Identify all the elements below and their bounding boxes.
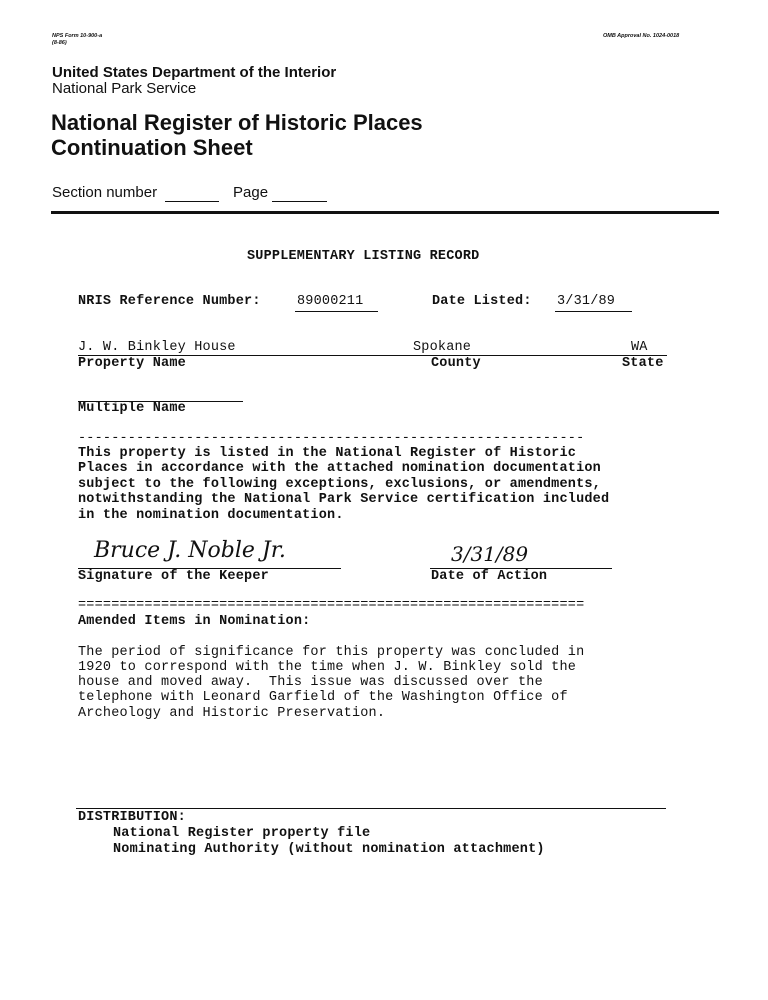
date-listed-label: Date Listed: [432,294,532,309]
statement-line: notwithstanding the National Park Service certification included [78,492,610,507]
equals-separator: ============================================================= [78,598,585,613]
date-of-action-label: Date of Action [431,569,548,584]
section-number-label: Section number [52,184,158,201]
action-date-handwritten: 3/31/89 [451,542,529,566]
statement-line: subject to the following exceptions, exclusions, or amendments, [78,477,601,492]
form-subtitle: Continuation Sheet [51,135,253,160]
nris-label: NRIS Reference Number: [78,294,261,309]
statement-line: This property is listed in the National Register of Historic [78,446,577,461]
record-heading: SUPPLEMENTARY LISTING RECORD [247,249,480,264]
amended-text-line: house and moved away. This issue was discussed over the [78,675,543,690]
signature-label: Signature of the Keeper [78,569,269,584]
service-name: National Park Service [52,80,197,97]
keeper-signature: Bruce J. Noble Jr. [94,538,286,563]
distribution-label: DISTRIBUTION: [78,810,186,825]
dash-separator: ------------------------------------------------------------- [78,431,585,446]
distribution-rule [76,808,666,809]
form-number: NPS Form 10-900-a [52,33,103,39]
county-value: Spokane [413,340,472,355]
section-number-blank [165,201,219,202]
header-rule [51,211,719,214]
date-listed-value: 3/31/89 [557,294,616,309]
nris-underline [295,311,378,312]
nris-value: 89000211 [297,294,364,309]
distribution-item: Nominating Authority (without nomination attachment) [113,842,545,857]
state-value: WA [631,340,648,355]
date-listed-underline [555,311,632,312]
page-label: Page [233,184,269,201]
page-blank [272,201,327,202]
amended-items-label: Amended Items in Nomination: [78,614,311,629]
distribution-item: National Register property file [113,826,371,841]
amended-text-line: 1920 to correspond with the time when J. W. Binkley sold the [78,660,577,675]
form-date: (8-86) [52,40,67,46]
state-label: State [622,356,664,371]
form-title: National Register of Historic Places [51,110,423,135]
omb-approval: OMB Approval No. 1024-0018 [603,33,680,39]
property-name-label: Property Name [78,356,186,371]
statement-line: in the nomination documentation. [78,508,344,523]
amended-text-line: The period of significance for this property was concluded in [78,645,585,660]
statement-line: Places in accordance with the attached nomination documentation [78,461,601,476]
amended-text-line: Archeology and Historic Preservation. [78,706,386,721]
department-name: United States Department of the Interior [52,64,337,81]
amended-text-line: telephone with Leonard Garfield of the Washington Office of [78,690,568,705]
multiple-name-label: Multiple Name [78,401,186,416]
county-label: County [431,356,481,371]
property-name-value: J. W. Binkley House [78,340,236,355]
